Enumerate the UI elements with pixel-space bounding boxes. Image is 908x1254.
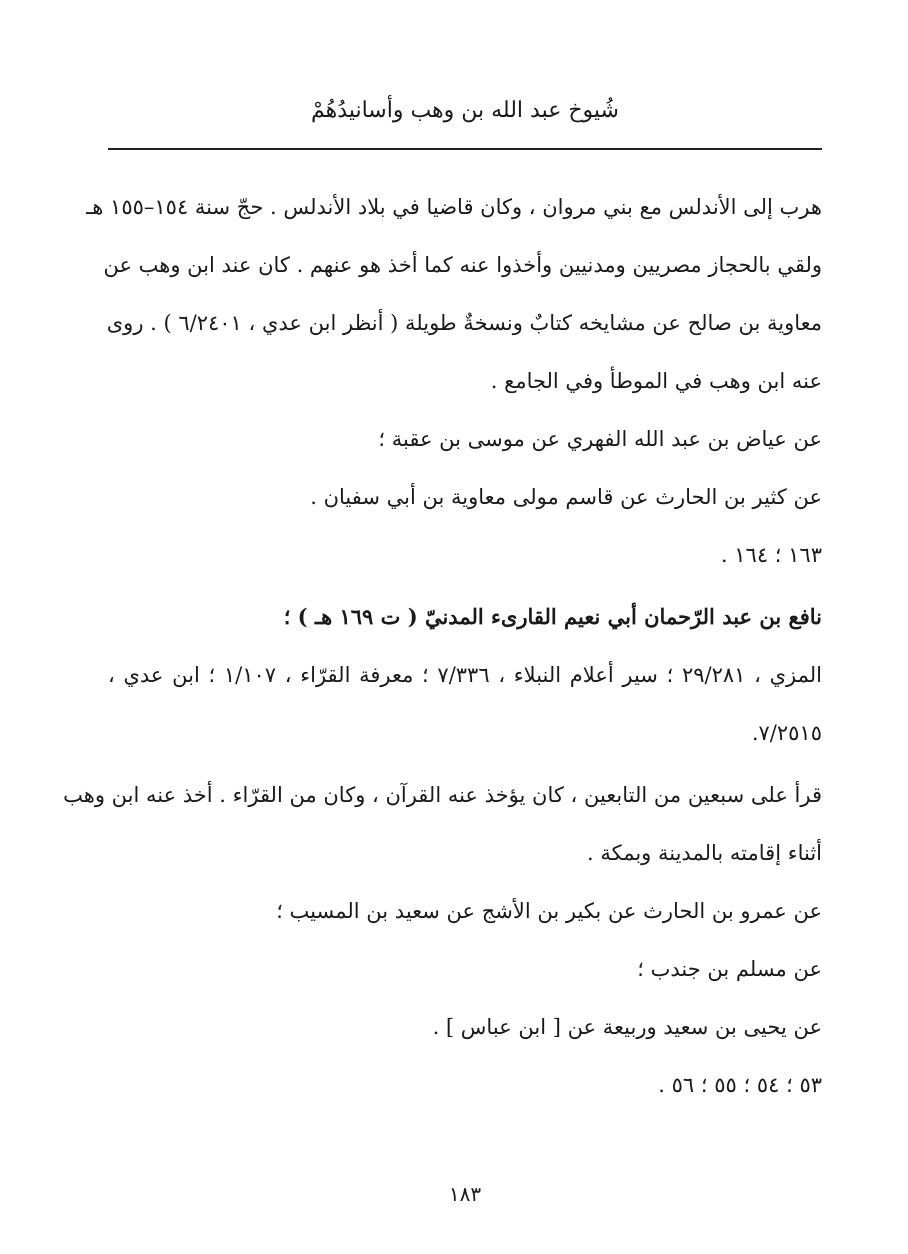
page-body: [63, 178, 823, 1114]
paragraph-line: أثناء إقامته بالمدينة وبمكة .: [586, 841, 822, 865]
page-number: ١٨٣: [448, 1182, 482, 1206]
reference-numbers: ٥٣ ؛ ٥٤ ؛ ٥٥ ؛ ٥٦ .: [658, 1073, 822, 1097]
isnad-chain: عن عياض بن عبد الله الفهري عن موسى بن عقبة ؛: [378, 427, 822, 451]
isnad-chain: عن كثير بن الحارث عن قاسم مولى معاوية بن أبي سفيان .: [310, 485, 822, 509]
running-title: شُيوخ عبد الله بن وهب وأسانيدُهُمْ: [311, 98, 619, 123]
isnad-chain: عن مسلم بن جندب ؛: [637, 957, 822, 981]
entry-heading: نافع بن عبد الرّحمان أبي نعيم القارىء المدنيّ ( ت ١٦٩ هـ ) ؛: [283, 604, 822, 629]
reference-line: المزي ، ٢٩/٢٨١ ؛ سير أعلام النبلاء ، ٧/٣٣٦ ؛ معرفة القرّاء ، ١/١٠٧ ؛ ابن عدي ،: [108, 663, 823, 687]
reference-numbers: ١٦٣ ؛ ١٦٤ .: [720, 543, 822, 567]
paragraph-line: ولقي بالحجاز مصريين ومدنيين وأخذوا عنه كما أخذ هو عنهم . كان عند ابن وهب عن: [103, 253, 822, 277]
paragraph-line: هرب إلى الأندلس مع بني مروان ، وكان قاضيا في بلاد الأندلس . حجّ سنة ١٥٤–١٥٥ هـ: [86, 195, 822, 219]
reference-line: ٧/٢٥١٥.: [751, 721, 822, 745]
header-rule: [108, 148, 822, 150]
paragraph-line: معاوية بن صالح عن مشايخه كتابٌ ونسخةٌ طويلة ( أنظر ابن عدي ، ٦/٢٤٠١ ) . روى: [106, 311, 822, 335]
isnad-chain: عن عمرو بن الحارث عن بكير بن الأشج عن سعيد بن المسيب ؛: [276, 899, 822, 923]
paragraph-line: قرأ على سبعين من التابعين ، كان يؤخذ عنه القرآن ، وكان من القرّاء . أخذ عنه ابن وهب: [63, 783, 822, 807]
paragraph-line: عنه ابن وهب في الموطأ وفي الجامع .: [490, 369, 822, 393]
isnad-chain: عن يحيى بن سعيد وربيعة عن [ ابن عباس ] .: [432, 1015, 822, 1039]
